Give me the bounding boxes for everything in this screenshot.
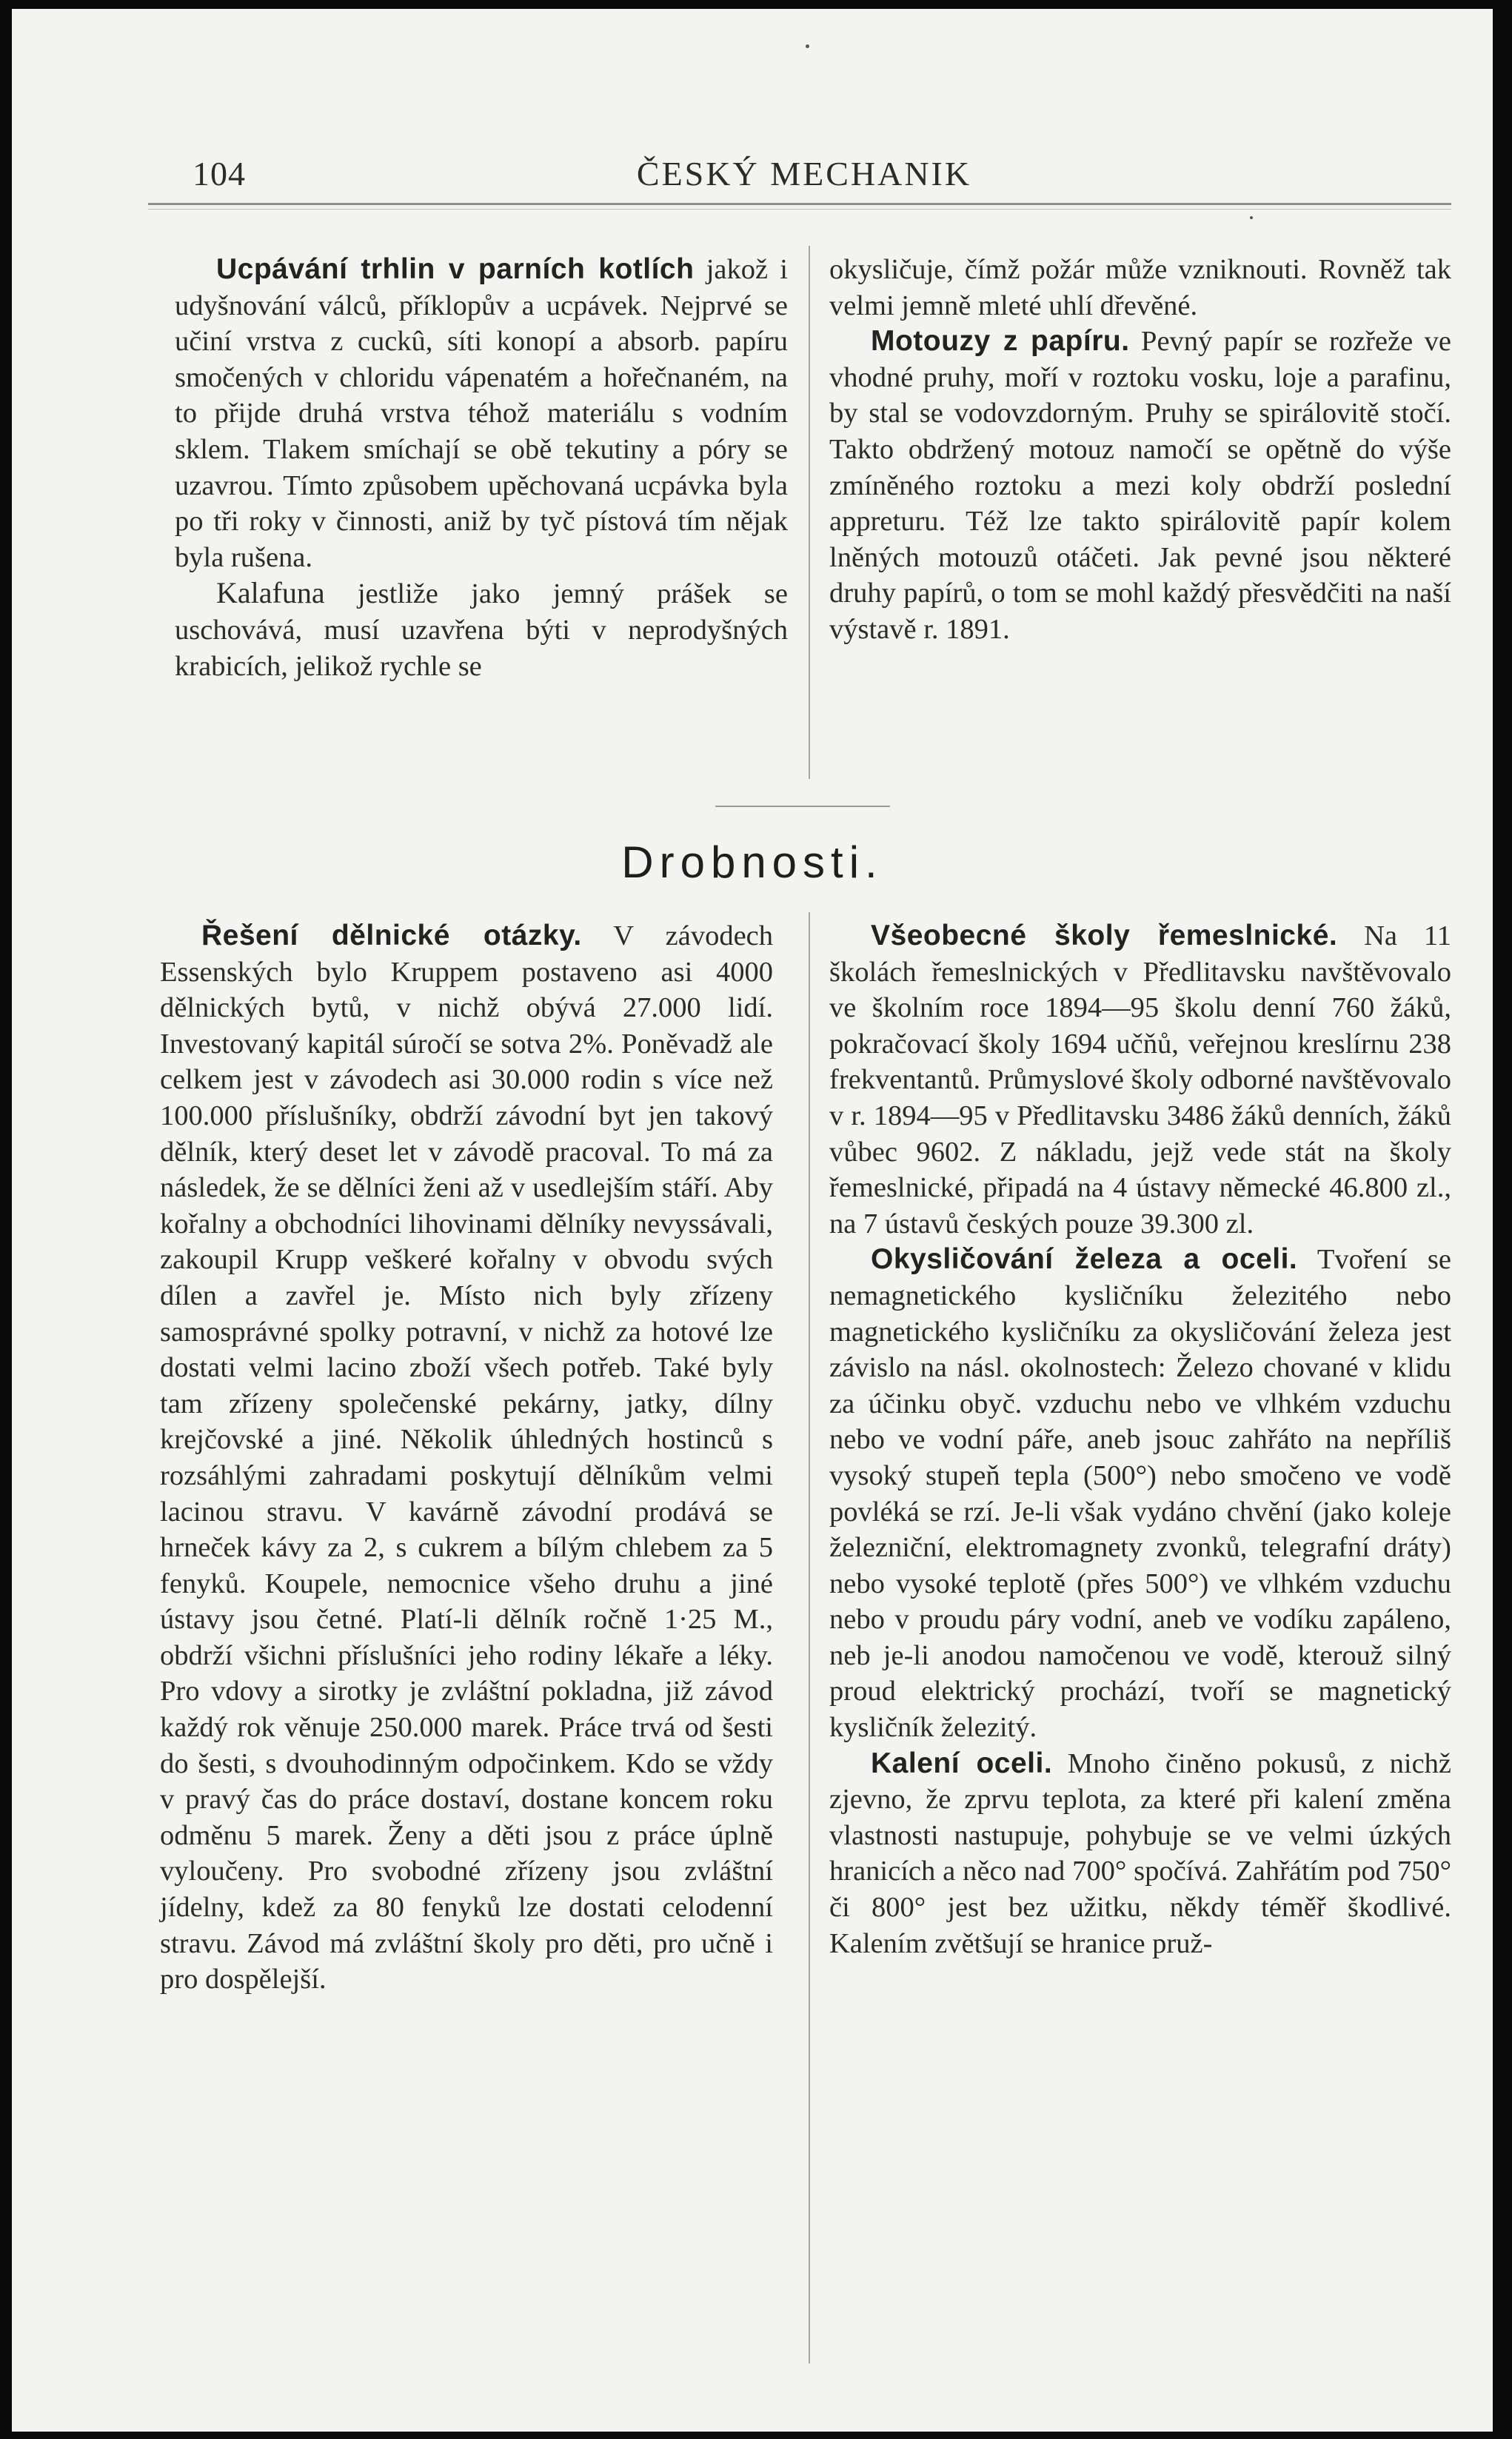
section-title: Drobnosti.: [621, 837, 883, 887]
article-text: V závodech Essenských bylo Kruppem postaveno asi 4000 dělnických bytů, v nichž obývá 27.000 lidí. Investovaný kapitál súročí se sotva 2%. Poněvadž ale celkem jest v závodech asi 30.000 rodin s více než 100.000 příslušníky, obdrží závodní byt jen takový dělník, který deset let v závodě pracoval. To má za následek, že se dělníci ženi až v usedlejším stáří. Aby kořalny a obchodníci lihovinami dělníky nevyssávali, zakoupil Krupp veškeré kořalny v obvodu svých dílen a zavřel je. Místo nich byly zřízeny samosprávné spolky potravní, v nichž za hotové lze dostati velmi lacino zboží všech potřeb. Také byly tam zřízeny společenské pekárny, jatky, dílny krejčovské a jiné. Několik úhledných hostinců s rozsáhlými zahradami poskytují dělníkům velmi lacinou stravu. V kavárně závodní prodává se hrneček kávy za 2, s cukrem a bílým chlebem za 5 fenyků. Koupele, nemocnice všeho druhu a jiné ústavy jsou četné. Platí-li dělník ročně 1·25 M., obdrží všichni příslušníci jeho rodiny lékaře a léky. Pro vdovy a sirotky je zvláštní pokladna, již závod každý rok věnuje 250.000 marek. Práce trvá od šesti do šesti, s dvouhodinným odpočinkem. Kdo se vždy v pravý čas do práce dostaví, dostane koncem roku odměnu 5 marek. Ženy a děti jsou z práce úplně vyloučeny. Pro svobodné zřízeny jsou zvláštní jídelny, kdež za 80 fenyků lze dostati celodenní stravu. Závod má zvláštní školy pro děti, pro učně i pro dospělejší.: [160, 920, 773, 1995]
article-text: Tvoření se nemagnetického kysličníku železitého nebo magnetického kysličníku za okysličování železa jest závislo na násl. okolnostech: Železo chované v klidu za účinku obyč. vzduchu nebo ve vlhkém vzduchu nebo ve vodní páře, aneb jsouc zahřáto na nepříliš vysoký stupeň tepla (500°) nebo smočeno ve vodě povléká se rzí. Je-li však vydáno chvění (jako koleje železniční, elektromagnety zvonků, telegrafní dráty) nebo vysoké teplotě (přes 500°) ve vlhkém vzduchu nebo v proudu páry vodní, aneb ve vodíku zapáleno, neb je-li anodou namočenou ve vodě, kterouž silný proud elektrický prochází, tvoří se magnetický kysličník železitý.: [829, 1244, 1451, 1744]
page-number: 104: [193, 155, 246, 193]
article-heading: Motouzy z papíru.: [871, 325, 1130, 358]
article-steel-hardening: [829, 1746, 1451, 1962]
article-paper-cords: [829, 324, 1451, 647]
article-text: jestliže jako jemný prášek se uschovává, musí uzavřena býti v neprodyšných krabicích, jelikož rychle se: [175, 578, 788, 682]
article-text: Mnoho činěno pokusů, z nichž zjevno, že zprvu teplota, za které při kalení změna vlastnosti nastupuje, pohybuje se ve velmi úzkých hranicích a něco nad 700° spočívá. Zahřátím pod 750° či 800° jest bez užitku, někdy téměř škodlivé. Kalením zvětšují se hranice pruž-: [829, 1747, 1451, 1959]
section-separator: [715, 806, 890, 807]
article-heading: Řešení dělnické otázky.: [201, 920, 582, 951]
column-divider-bottom: [809, 912, 810, 2363]
article-lead-word: Kalafuna: [216, 576, 325, 610]
article-heading: Kalení oceli.: [871, 1747, 1053, 1779]
article-text: okysličuje, čímž požár může vzniknouti. Rovněž tak velmi jemně mleté uhlí dřevěné.: [829, 254, 1451, 321]
article-column-bottom-right: [829, 918, 1451, 1961]
article-column-top-left: [175, 252, 788, 684]
article-heading: Ucpávání trhlin v parních kotlích: [216, 253, 695, 285]
article-continuation: [829, 252, 1451, 324]
article-text: jakož i udyšnování válců, příklopův a ucpávek. Nejprvé se učiní vrstva z cuckû, síti konopí a absorb. papíru smočených v chloridu vápenatém a hořečnaném, na to přijde druhá vrstva téhož materiálu s vodním sklem. Tlakem smíchají se obě tekutiny a póry se uzavrou. Tímto způsobem upěchovaná ucpávka byla po tři roky v činnosti, aniž by tyč pístová tím nějak byla rušena.: [175, 254, 788, 573]
article-labour-question: [160, 918, 773, 1998]
header-rule: [148, 203, 1451, 205]
article-rosin: [175, 575, 788, 684]
header-rule-thin: [148, 209, 1451, 210]
article-boiler-cracks: [175, 252, 788, 575]
article-heading: Všeobecné školy řemeslnické.: [871, 920, 1338, 951]
article-column-top-right: [829, 252, 1451, 648]
article-text: Na 11 školách řemeslnických v Předlitavsku navštěvovalo ve školním roce 1894—95 školu denní 760 žáků, pokračovací školy 1694 učňů, veřejnou kreslírnu 238 frekventantů. Průmyslové školy odborné navštěvovalo v r. 1894—95 v Předlitavsku 3486 žáků denních, žáků vůbec 9602. Z nákladu, jejž vede stát na školy řemeslnické, připadá na 4 ústavy německé 46.800 zl., na 7 ústavů českých pouze 39.300 zl.: [829, 920, 1451, 1239]
article-text: Pevný papír se rozřeže ve vhodné pruhy, moří v roztoku vosku, loje a parafinu, by stal se vodovzdorným. Pruhy se spirálovitě stočí. Takto obdržený motouz namočí se opětně do výše zmíněného roztoku a mezi koly obdrží poslední appreturu. Též lze takto spirálovitě papír kolem lněných motouzů otáčeti. Jak pevné jsou některé druhy papírů, o tom se mohl každý přesvědčiti na naší výstavě r. 1891.: [829, 326, 1452, 645]
scan-speck: [1250, 216, 1253, 219]
article-column-bottom-left: [160, 918, 773, 1998]
article-trade-schools: [829, 918, 1451, 1242]
journal-title: ČESKÝ MECHANIK: [636, 155, 972, 193]
scan-speck: [806, 44, 809, 48]
column-divider-top: [809, 246, 810, 779]
page: [12, 9, 1493, 2432]
article-heading: Okysličování železa a oceli.: [871, 1243, 1298, 1276]
running-head: [12, 154, 1493, 198]
article-iron-oxidation: [829, 1242, 1451, 1745]
